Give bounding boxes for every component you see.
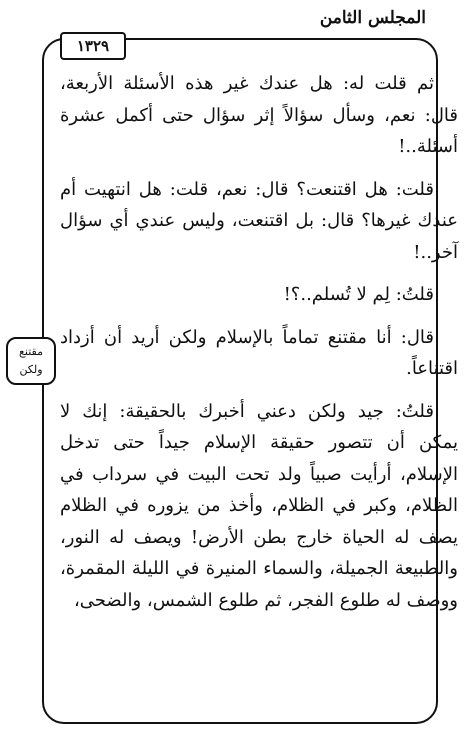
- margin-note-line-2: ولكن: [19, 363, 43, 376]
- paragraph: قال: أنا مقتنع تماماً بالإسلام ولكن أريد أن أزداد اقتناعاً.: [60, 326, 458, 379]
- paragraph: ثم قلت له: هل عندك غير هذه الأسئلة الأربعة، قال: نعم، وسأل سؤالاً إثر سؤال حتى أكمل عشرة أسئلة..!: [60, 73, 458, 157]
- paragraph: قلت: هل اقتنعت؟ قال: نعم، قلت: هل انتهيت أم عندك غيرها؟ قال: بل اقتنعت، وليس عندي أي سؤال آخر..!: [60, 178, 458, 263]
- margin-note-line-1: مقتنع: [19, 345, 43, 358]
- chapter-title: المجلس الثامن: [314, 8, 432, 28]
- body-text: [60, 68, 458, 627]
- paragraph: قلتُ: جيد ولكن دعني أخبرك بالحقيقة: إنك لا يمكن أن تتصور حقيقة الإسلام جيداً حتى تدخل الإسلام، أرأيت صبياً ولد تحت البيت في سرداب في الظلام، وكبر في الظلام، وأخذ من يزوره في الظلام يصف له الحياة خارج بطن الأرض! ويصف له النور، والطبيعة الجميلة، والسماء المنيرة في الليلة المقمرة، ووصف له طلوع الفجر، ثم طلوع الشمس، والضحى،: [60, 400, 458, 611]
- paragraph: قلتُ: لِم لا تُسلم..؟!: [283, 284, 434, 305]
- page-number: ١٣٢٩: [60, 32, 126, 60]
- margin-note: [6, 337, 56, 385]
